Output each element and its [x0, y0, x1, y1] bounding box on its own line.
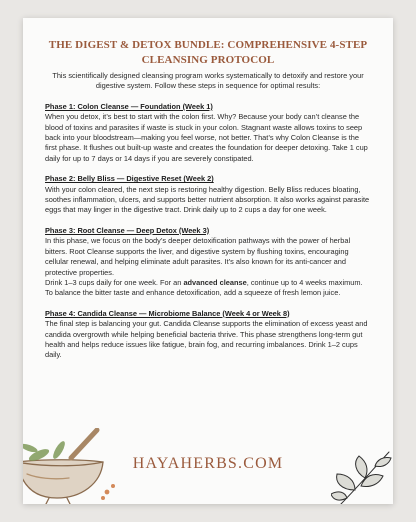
phase-4-section	[45, 309, 371, 361]
document-title: THE DIGEST & DETOX BUNDLE: COMPREHENSIVE 4-STEP CLEANSING PROTOCOL	[48, 39, 368, 66]
phase-2-heading: Phase 2: Belly Bliss — Digestive Reset (Week 2)	[45, 174, 214, 184]
phase-4-heading: Phase 4: Candida Cleanse — Microbiome Balance (Week 4 or Week 8)	[45, 308, 290, 318]
phase-1-heading: Phase 1: Colon Cleanse — Foundation (Week 1)	[45, 101, 213, 111]
phase-4-body: The final step is balancing your gut. Candida Cleanse supports the elimination of excess yeast and candida overgrowth while helping beneficial bacteria thrive. This phase strengthens long-term gut health and helps reduce issues like fatigue, brain fog, and recurring imbalances. Drink 1–2 cups daily.	[45, 319, 368, 360]
intro-paragraph: This scientifically designed cleansing program works systematically to detoxify and restore your digestive system. Follow these steps in sequence for optimal results:	[52, 71, 364, 91]
phase-3-section	[45, 226, 371, 299]
phase-1-section	[45, 102, 371, 164]
document-page	[23, 18, 393, 504]
phase-1-body: When you detox, it’s best to start with the colon first. Why? Because your body can’t cleanse the blood of toxins and parasites if waste is stuck in your colon. Stagnant waste allows toxins to seep back into your bloodstream—making you feel worse, not better. That’s why Colon Cleanse is the first phase. It flushes out built-up waste and creates the foundation for deeper detoxing. Take 1 cup daily for up to 7 days or 14 days if you are severely constipated.	[45, 112, 368, 163]
phase-3-heading: Phase 3: Root Cleanse — Deep Detox (Week 3)	[45, 225, 210, 235]
advanced-cleanse-emphasis: advanced cleanse	[183, 277, 247, 287]
brand-website: HAYAHERBS.COM	[132, 455, 284, 472]
phase-3-dosage-end: , continue up to 4 weeks maximum. To balance the bitter taste and enhance detoxification, add a squeeze of fresh lemon juice.	[45, 277, 363, 298]
phase-3-dosage	[45, 278, 371, 299]
phase-2-body: With your colon cleared, the next step is restoring healthy digestion. Belly Bliss reduces bloating, soothes inflammation, ulcers, and supports better nutrient absorption. It also works against parasite eggs that may linger in the digestive tract. Drink daily up to 2 cups a day for one week.	[45, 184, 370, 215]
phase-3-dosage-start: Drink 1–3 cups daily for one week. For an	[45, 277, 184, 287]
phase-2-section	[45, 174, 371, 216]
phase-3-body: In this phase, we focus on the body’s deeper detoxification pathways with the power of herbal bitters. Root Cleanse supports the liver, and digestive system by flushing toxins, encouraging cellular renewal, and helping eliminate adult parasites. It’s also known for its anti-cancer and protective properties.	[45, 236, 351, 277]
